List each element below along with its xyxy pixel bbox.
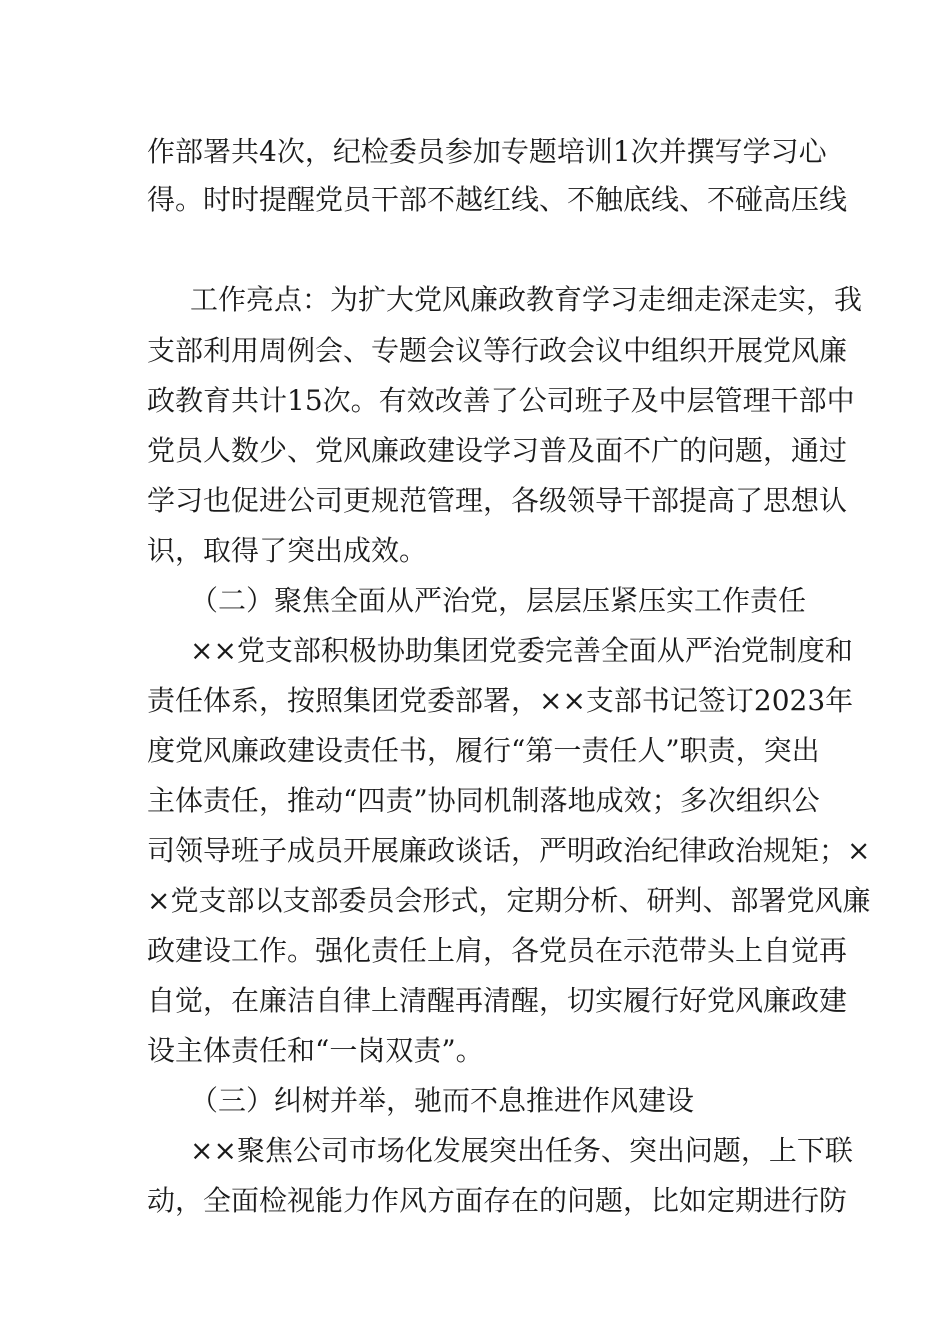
section2-line-1: ××党支部积极协助集团党委完善全面从严治党制度和 [190, 634, 853, 667]
highlight-line-4: 党员人数少、党风廉政建设学习普及面不广的问题，通过 [147, 434, 848, 467]
highlight-line-3: 政教育共计15次。有效改善了公司班子及中层管理干部中 [147, 384, 855, 417]
paragraph-line-2: 得。时时提醒党员干部不越红线、不触底线、不碰高压线 [147, 183, 848, 216]
section2-line-4: 主体责任，推动“四责”协同机制落地成效；多次组织公 [147, 784, 820, 817]
highlight-line-2: 支部利用周例会、专题会议等行政会议中组织开展党风廉 [147, 334, 848, 367]
section-heading-2: （二）聚焦全面从严治党，层层压紧压实工作责任 [190, 584, 807, 617]
paragraph-line-1: 作部署共4次，纪检委员参加专题培训1次并撰写学习心 [147, 135, 827, 168]
highlight-line-5: 学习也促进公司更规范管理，各级领导干部提高了思想认 [147, 484, 848, 517]
section3-line-2: 动，全面检视能力作风方面存在的问题，比如定期进行防 [147, 1184, 848, 1217]
highlight-line-1: 工作亮点：为扩大党风廉政教育学习走细走深走实，我 [190, 283, 863, 316]
section2-line-9: 设主体责任和“一岗双责”。 [147, 1034, 484, 1067]
section2-line-2: 责任体系，按照集团党委部署，××支部书记签订2023年 [147, 684, 854, 717]
section2-line-6: ×党支部以支部委员会形式，定期分析、研判、部署党风廉 [147, 884, 871, 917]
section2-line-5: 司领导班子成员开展廉政谈话，严明政治纪律政治规矩；× [147, 834, 871, 867]
section3-line-1: ××聚焦公司市场化发展突出任务、突出问题，上下联 [190, 1134, 853, 1167]
highlight-line-6: 识，取得了突出成效。 [147, 534, 428, 567]
section2-line-8: 自觉，在廉洁自律上清醒再清醒，切实履行好党风廉政建 [147, 984, 848, 1017]
section2-line-3: 度党风廉政建设责任书，履行“第一责任人”职责，突出 [147, 734, 820, 767]
section2-line-7: 政建设工作。强化责任上肩，各党员在示范带头上自觉再 [147, 934, 848, 967]
section-heading-3: （三）纠树并举，驰而不息推进作风建设 [190, 1084, 695, 1117]
